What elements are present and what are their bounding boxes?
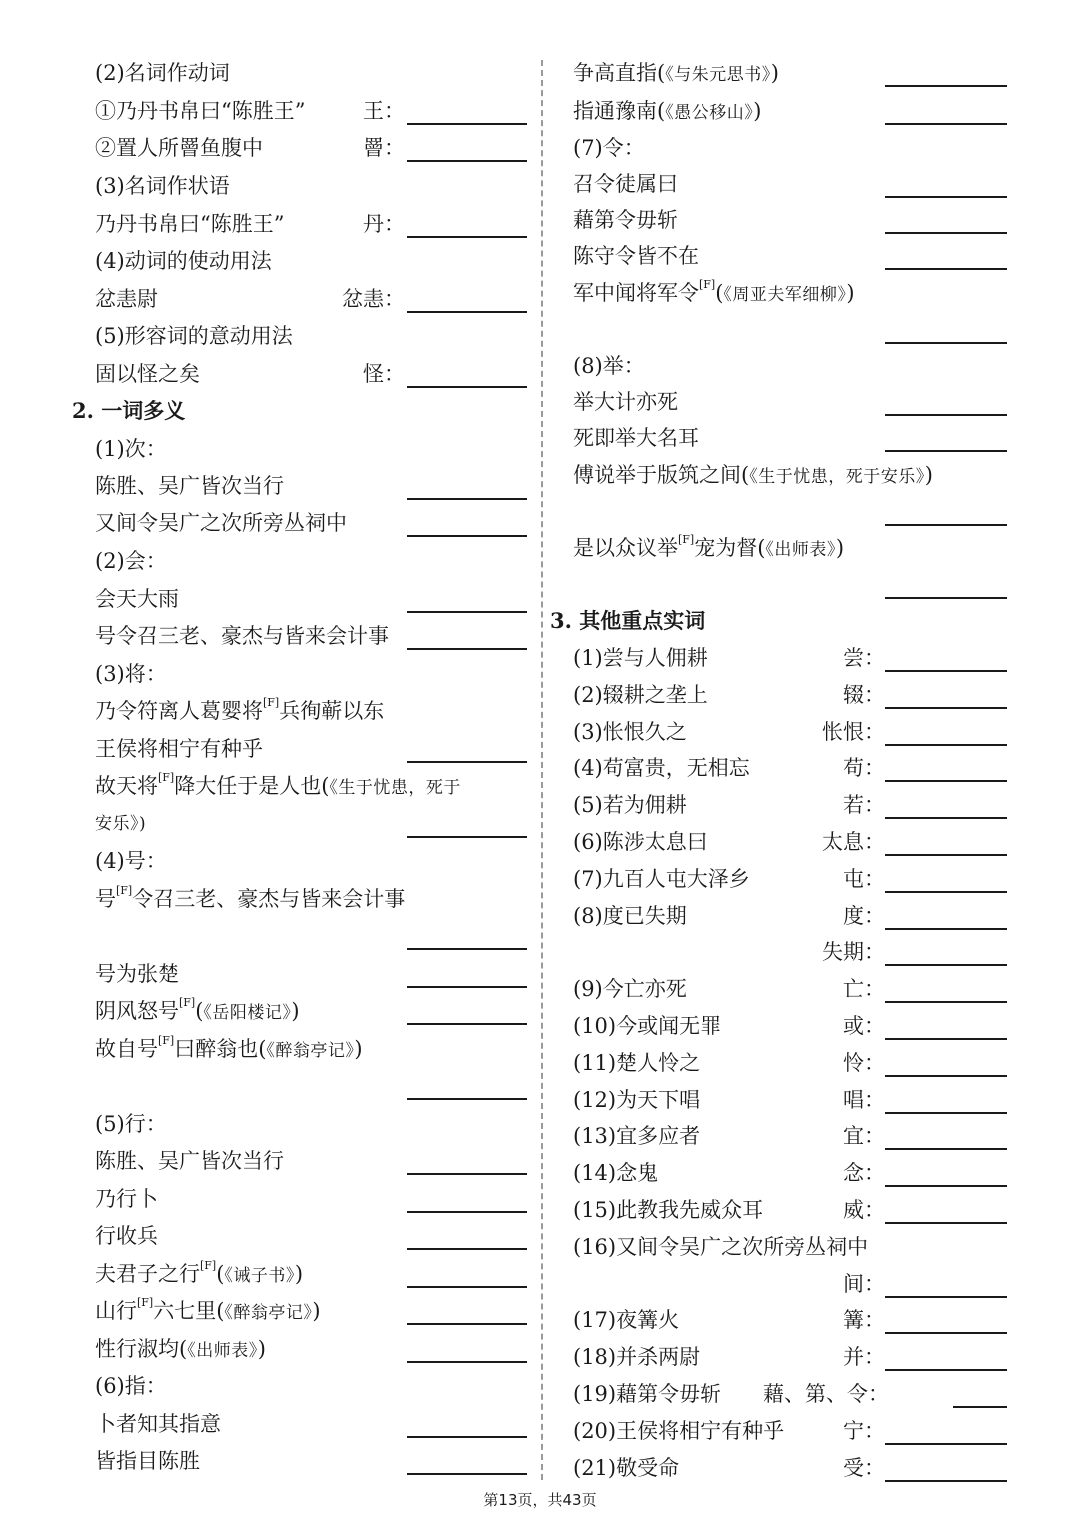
key-word-item xyxy=(573,1118,1053,1154)
sentence-part: 山行 xyxy=(95,1299,137,1323)
answer-blank[interactable] xyxy=(407,1211,527,1213)
blank-row xyxy=(573,567,1053,603)
blank-row xyxy=(95,918,535,954)
sentence: 又间令吴广之次所旁丛祠中 xyxy=(95,511,347,535)
subheading xyxy=(95,843,167,879)
source-title: 《生于忧患，死于 xyxy=(329,778,461,798)
key-word-item xyxy=(573,934,1053,970)
sentence-part: ) xyxy=(354,1037,363,1061)
exercise-row xyxy=(95,956,535,992)
sentence-part: ( xyxy=(216,1262,225,1286)
exercise-row xyxy=(95,1331,535,1367)
sentence xyxy=(573,530,844,568)
section-heading-polysemy xyxy=(72,393,185,429)
key-word-item xyxy=(573,861,1053,897)
answer-blank[interactable] xyxy=(885,1296,1007,1298)
subheading xyxy=(573,348,645,384)
sentence xyxy=(95,1256,303,1294)
answer-blank[interactable] xyxy=(885,670,1007,672)
sentence-part: 是以众议举 xyxy=(573,536,678,560)
sentence xyxy=(95,768,461,806)
row-text: (5)行： xyxy=(95,1112,167,1136)
answer-blank[interactable] xyxy=(885,1001,1007,1003)
row-text: (8)举： xyxy=(573,354,645,378)
footnote-marker: [F] xyxy=(200,1259,217,1272)
answer-blank[interactable] xyxy=(885,707,1007,709)
answer-blank[interactable] xyxy=(885,414,1007,416)
answer-blank[interactable] xyxy=(407,386,527,388)
answer-blank[interactable] xyxy=(407,836,527,838)
footnote-marker: [F] xyxy=(678,533,695,546)
exercise-row xyxy=(95,618,535,654)
sentence-part: 乃令符离人葛婴将 xyxy=(95,699,263,723)
exercise-row xyxy=(95,505,535,541)
sentence: 死即举大名耳 xyxy=(573,426,699,450)
sentence: 王侯将相宁有种乎 xyxy=(95,737,263,761)
answer-blank[interactable] xyxy=(885,891,1007,893)
item-sentence: (19)藉第令毋斩 xyxy=(573,1382,722,1406)
subheading xyxy=(95,656,167,692)
sentence-part: 阴风怒号 xyxy=(95,999,179,1023)
item-word-label: 度： xyxy=(843,903,885,928)
key-word-item xyxy=(573,1008,1053,1044)
key-word-item xyxy=(573,1082,1053,1118)
exercise-row xyxy=(95,693,535,729)
item-word-label: 间： xyxy=(843,1271,885,1296)
footnote-marker: [F] xyxy=(179,996,196,1009)
key-word-item xyxy=(573,677,1053,713)
sentence-part: 军中闻将军令 xyxy=(573,281,699,305)
sentence xyxy=(573,457,933,495)
exercise-row xyxy=(95,1256,535,1292)
sentence: ①乃丹书帛曰“陈胜王” xyxy=(95,99,306,123)
key-word-item xyxy=(573,1302,1053,1338)
item-sentence: (14)念鬼 xyxy=(573,1161,659,1186)
sentence: 号令召三老、豪杰与皆来会计事 xyxy=(95,624,389,648)
key-word-item xyxy=(573,824,1053,860)
sentence-part: ) xyxy=(312,1299,321,1323)
answer-blank[interactable] xyxy=(885,817,1007,819)
item-word-label: 苟： xyxy=(843,756,885,781)
word-label: 怪： xyxy=(363,362,405,386)
exercise-row xyxy=(573,457,1053,493)
source-title: 《生于忧患，死于安乐》 xyxy=(749,467,925,487)
key-word-item xyxy=(573,714,1053,750)
item-sentence: (21)敬受命 xyxy=(573,1455,680,1480)
subheading xyxy=(95,1106,167,1142)
exercise-row xyxy=(95,768,535,804)
key-word-item xyxy=(573,1450,1053,1486)
sentence: 举大计亦死 xyxy=(573,390,678,414)
blank-row xyxy=(95,1068,535,1104)
sentence-part: 宠为督( xyxy=(694,536,766,560)
exercise-row xyxy=(95,1181,535,1217)
answer-blank[interactable] xyxy=(885,1332,1007,1334)
row-text: (6)指： xyxy=(95,1374,167,1398)
exercise-row xyxy=(573,202,1053,238)
footnote-marker: [F] xyxy=(116,884,133,897)
item-word-label: 或： xyxy=(843,1014,885,1038)
sentence-part: ( xyxy=(195,999,204,1023)
item-word-label: 若： xyxy=(843,793,885,818)
answer-blank[interactable] xyxy=(407,498,527,500)
answer-blank[interactable] xyxy=(407,123,527,125)
word-label: 丹： xyxy=(363,212,405,236)
sentence xyxy=(95,881,405,917)
sentence-part: 故自号 xyxy=(95,1037,158,1061)
answer-blank[interactable] xyxy=(885,342,1007,344)
source-title: 《愚公移山》 xyxy=(665,103,754,123)
row-text: (3)将： xyxy=(95,662,167,686)
answer-blank[interactable] xyxy=(885,1443,1007,1445)
item-sentence: (1)尝与人佣耕 xyxy=(573,646,708,670)
key-word-item xyxy=(573,1045,1053,1081)
exercise-row xyxy=(95,281,535,317)
sentence xyxy=(95,1031,363,1069)
sentence: ②置人所罾鱼腹中 xyxy=(95,136,263,160)
key-word-item xyxy=(573,1192,1053,1228)
answer-blank[interactable] xyxy=(885,85,1007,87)
section-heading-key-words xyxy=(550,603,705,639)
item-word-label: 怜： xyxy=(843,1050,885,1075)
sentence-part: 指通豫南( xyxy=(573,99,666,123)
sentence: 乃丹书帛曰“陈胜王” xyxy=(95,212,285,236)
footnote-marker: [F] xyxy=(158,771,175,784)
answer-blank[interactable] xyxy=(885,780,1007,782)
subheading xyxy=(95,168,230,204)
answer-blank[interactable] xyxy=(885,1185,1007,1187)
answer-blank[interactable] xyxy=(885,964,1007,966)
row-text: (2)名词作动词 xyxy=(95,61,230,85)
item-word-label: 篝： xyxy=(843,1308,885,1333)
exercise-row xyxy=(95,881,535,917)
sentence: 藉第令毋斩 xyxy=(573,208,678,232)
sentence-part: ) xyxy=(924,463,933,487)
blank-row xyxy=(573,312,1053,348)
heading-text: 3. 其他重点实词 xyxy=(550,608,706,633)
footnote-marker: [F] xyxy=(158,1034,175,1047)
sentence-part: ) xyxy=(835,536,845,560)
exercise-row xyxy=(573,384,1053,420)
answer-blank[interactable] xyxy=(407,1098,527,1100)
sentence-part: 争高直指( xyxy=(573,61,666,85)
heading-text: 2. 一词多义 xyxy=(72,398,186,423)
answer-blank[interactable] xyxy=(885,854,1007,856)
answer-blank[interactable] xyxy=(407,761,527,763)
sentence: 卜者知其指意 xyxy=(95,1412,221,1436)
subheading xyxy=(95,318,293,354)
answer-blank[interactable] xyxy=(885,196,1007,198)
blank-row xyxy=(573,494,1053,530)
exercise-row xyxy=(573,238,1053,274)
item-word-label: 怅恨： xyxy=(822,719,885,744)
answer-blank[interactable] xyxy=(407,535,527,537)
exercise-row xyxy=(95,206,535,242)
sentence-part: 兵徇蕲以东 xyxy=(279,699,385,723)
exercise-row xyxy=(95,581,535,617)
answer-blank[interactable] xyxy=(407,1248,527,1250)
sentence-part: 降大任于是人也( xyxy=(174,774,330,798)
item-sentence: (18)并杀两尉 xyxy=(573,1345,701,1370)
item-word-label: 念： xyxy=(843,1161,885,1186)
sentence-part: 号 xyxy=(95,887,116,911)
answer-blank[interactable] xyxy=(885,1369,1007,1371)
word-label: 王： xyxy=(363,99,405,123)
footnote-marker: [F] xyxy=(699,278,716,291)
sentence: 陈胜、吴广皆次当行 xyxy=(95,474,284,498)
sentence: 乃行卜 xyxy=(95,1187,158,1211)
exercise-row xyxy=(95,993,535,1029)
row-text: (4)动词的使动用法 xyxy=(95,249,272,273)
answer-blank[interactable] xyxy=(885,123,1007,125)
answer-blank[interactable] xyxy=(885,1038,1007,1040)
sentence xyxy=(95,1331,266,1369)
exercise-row xyxy=(95,1143,535,1179)
source-title: 安乐》) xyxy=(95,814,147,834)
sentence xyxy=(573,93,761,131)
item-sentence: (10)今或闻无罪 xyxy=(573,1014,722,1038)
item-sentence: (7)九百人屯大泽乡 xyxy=(573,866,750,891)
sentence: 陈守令皆不在 xyxy=(573,244,699,268)
exercise-row xyxy=(95,1218,535,1254)
answer-blank[interactable] xyxy=(407,611,527,613)
item-sentence: (5)若为佣耕 xyxy=(573,793,687,818)
item-word-label: 并： xyxy=(843,1345,885,1370)
row-text: (7)令： xyxy=(573,136,645,160)
source-title: 《出师表》 xyxy=(765,540,836,560)
key-word-item xyxy=(573,640,1053,676)
answer-blank[interactable] xyxy=(885,232,1007,234)
sentence-part: 曰醉翁也( xyxy=(174,1037,267,1061)
source-title: 《岳阳楼记》 xyxy=(203,1003,292,1023)
subheading-noun-as-verb xyxy=(95,55,230,91)
row-text: (5)形容词的意动用法 xyxy=(95,324,293,348)
sentence-part: 性行淑均( xyxy=(95,1337,188,1361)
answer-blank[interactable] xyxy=(407,1023,527,1025)
sentence-part: ) xyxy=(294,1262,304,1286)
row-text: (1)次： xyxy=(95,437,167,461)
answer-blank[interactable] xyxy=(885,268,1007,270)
answer-blank[interactable] xyxy=(407,1286,527,1288)
key-word-item xyxy=(573,750,1053,786)
answer-blank[interactable] xyxy=(407,1361,527,1363)
sentence-part: 傅说举于版筑之间( xyxy=(573,463,750,487)
answer-blank[interactable] xyxy=(885,450,1007,452)
item-word-label: 太息： xyxy=(822,830,885,854)
footnote-marker: [F] xyxy=(137,1296,154,1309)
source-title: 《出师表》 xyxy=(187,1341,258,1361)
item-word-label: 宁： xyxy=(843,1418,885,1443)
exercise-row xyxy=(573,530,1053,566)
sentence-part: 令召三老、豪杰与皆来会计事 xyxy=(132,887,406,911)
answer-blank[interactable] xyxy=(885,597,1007,599)
exercise-row xyxy=(573,275,1053,311)
sentence xyxy=(573,55,779,93)
source-title: 《诫子书》 xyxy=(224,1266,295,1286)
exercise-row xyxy=(95,130,535,166)
sentence-part: 六七里( xyxy=(153,1299,225,1323)
answer-blank[interactable] xyxy=(407,1473,527,1475)
sentence: 召令徒属曰 xyxy=(573,172,678,196)
answer-blank[interactable] xyxy=(885,1075,1007,1077)
exercise-row xyxy=(95,1031,535,1067)
item-sentence: (11)楚人怜之 xyxy=(573,1050,701,1075)
subheading xyxy=(95,1368,167,1404)
answer-blank[interactable] xyxy=(407,1436,527,1438)
sentence: 号为张楚 xyxy=(95,962,179,986)
word-label: 忿恚： xyxy=(342,287,405,311)
sentence: 陈胜、吴广皆次当行 xyxy=(95,1149,284,1173)
key-word-item xyxy=(573,971,1053,1007)
source-title: 《与朱元思书》 xyxy=(665,65,771,85)
sentence-part: ) xyxy=(257,1337,266,1361)
exercise-row xyxy=(95,731,535,767)
row-text: (4)号： xyxy=(95,849,167,873)
answer-blank[interactable] xyxy=(885,1222,1007,1224)
sentence: 行收兵 xyxy=(95,1224,158,1248)
sentence xyxy=(95,993,300,1031)
key-word-item xyxy=(573,1376,1053,1412)
item-sentence: (13)宜多应者 xyxy=(573,1124,701,1149)
item-word-label: 受： xyxy=(843,1455,885,1480)
answer-blank[interactable] xyxy=(407,948,527,950)
item-sentence: (2)辍耕之垄上 xyxy=(573,682,708,707)
answer-blank[interactable] xyxy=(407,986,527,988)
footnote-marker: [F] xyxy=(263,696,280,709)
answer-blank[interactable] xyxy=(407,311,527,313)
key-word-item xyxy=(573,1413,1053,1449)
sentence: 会天大雨 xyxy=(95,587,179,611)
key-word-item xyxy=(573,1339,1053,1375)
subheading xyxy=(95,431,167,467)
answer-blank[interactable] xyxy=(407,1173,527,1175)
answer-blank[interactable] xyxy=(885,744,1007,746)
source-title: 《醉翁亭记》 xyxy=(266,1041,355,1061)
item-word-label: 唱： xyxy=(843,1087,885,1112)
item-sentence: (12)为天下唱 xyxy=(573,1087,701,1112)
answer-blank[interactable] xyxy=(953,1406,1007,1408)
item-sentence: (6)陈涉太息曰 xyxy=(573,830,708,854)
source-title: 《周亚夫军细柳》 xyxy=(723,285,847,305)
key-word-item xyxy=(573,1229,1053,1265)
key-word-item xyxy=(573,1155,1053,1191)
item-sentence: (9)今亡亦死 xyxy=(573,977,687,1002)
item-word-label: 威： xyxy=(843,1198,885,1222)
page-number-footer: 第13页，共43页 xyxy=(483,1491,597,1509)
exercise-row xyxy=(95,1293,535,1329)
word-label: 罾： xyxy=(363,136,405,160)
key-word-item xyxy=(573,898,1053,934)
sentence-part: 夫君子之行 xyxy=(95,1262,200,1286)
answer-blank[interactable] xyxy=(885,1148,1007,1150)
item-sentence: (3)怅恨久之 xyxy=(573,719,687,744)
source-title: 《醉翁亭记》 xyxy=(224,1303,313,1323)
sentence: 皆指目陈胜 xyxy=(95,1449,200,1473)
answer-blank[interactable] xyxy=(407,648,527,650)
answer-blank[interactable] xyxy=(885,928,1007,930)
item-word-label: 尝： xyxy=(843,646,885,670)
sentence xyxy=(573,275,855,313)
row-text: (3)名词作状语 xyxy=(95,174,230,198)
key-word-item xyxy=(573,787,1053,823)
sentence-part: ) xyxy=(770,61,779,85)
sentence-part: ( xyxy=(715,281,724,305)
exercise-row xyxy=(573,166,1053,202)
answer-blank[interactable] xyxy=(885,1480,1007,1482)
item-sentence: (16)又间令吴广之次所旁丛祠中 xyxy=(573,1234,869,1259)
exercise-row xyxy=(95,468,535,504)
column-divider xyxy=(541,60,543,1480)
sentence-part: 故天将 xyxy=(95,774,158,798)
exercise-row xyxy=(95,1406,535,1442)
subheading xyxy=(95,543,167,579)
sentence xyxy=(95,693,384,729)
exercise-row xyxy=(573,55,1053,91)
sentence-part: ) xyxy=(846,281,855,305)
item-word-label: 失期： xyxy=(822,940,885,965)
answer-blank[interactable] xyxy=(407,1323,527,1325)
item-word-label: 宜： xyxy=(843,1124,885,1149)
sentence xyxy=(95,1293,321,1331)
item-word-label: 辍： xyxy=(843,682,885,707)
subheading xyxy=(95,243,272,279)
item-sentence: (20)王侯将相宁有种乎 xyxy=(573,1418,785,1443)
item-word-label: 屯： xyxy=(843,866,885,891)
item-sentence: (4)苟富贵，无相忘 xyxy=(573,756,750,781)
sentence: 忿恚尉 xyxy=(95,287,158,311)
sentence: 固以怪之矣 xyxy=(95,362,200,386)
answer-blank[interactable] xyxy=(885,524,1007,526)
item-sentence: (17)夜篝火 xyxy=(573,1308,680,1333)
item-word-label: 藉、第、令： xyxy=(763,1382,889,1406)
row-text: (2)会： xyxy=(95,549,167,573)
answer-blank[interactable] xyxy=(407,160,527,162)
answer-blank[interactable] xyxy=(885,1112,1007,1114)
answer-blank[interactable] xyxy=(407,236,527,238)
item-sentence: (8)度已失期 xyxy=(573,903,687,928)
sentence-part: ) xyxy=(291,999,300,1023)
exercise-row xyxy=(95,1443,535,1479)
item-sentence: (15)此教我先威众耳 xyxy=(573,1198,764,1222)
exercise-row xyxy=(95,93,535,129)
item-word-label: 亡： xyxy=(843,977,885,1002)
exercise-row xyxy=(573,420,1053,456)
subheading xyxy=(573,130,645,166)
sentence-part: ) xyxy=(753,99,762,123)
exercise-row xyxy=(573,93,1053,129)
key-word-item xyxy=(573,1266,1053,1302)
exercise-row xyxy=(95,356,535,392)
exercise-row xyxy=(95,806,535,842)
